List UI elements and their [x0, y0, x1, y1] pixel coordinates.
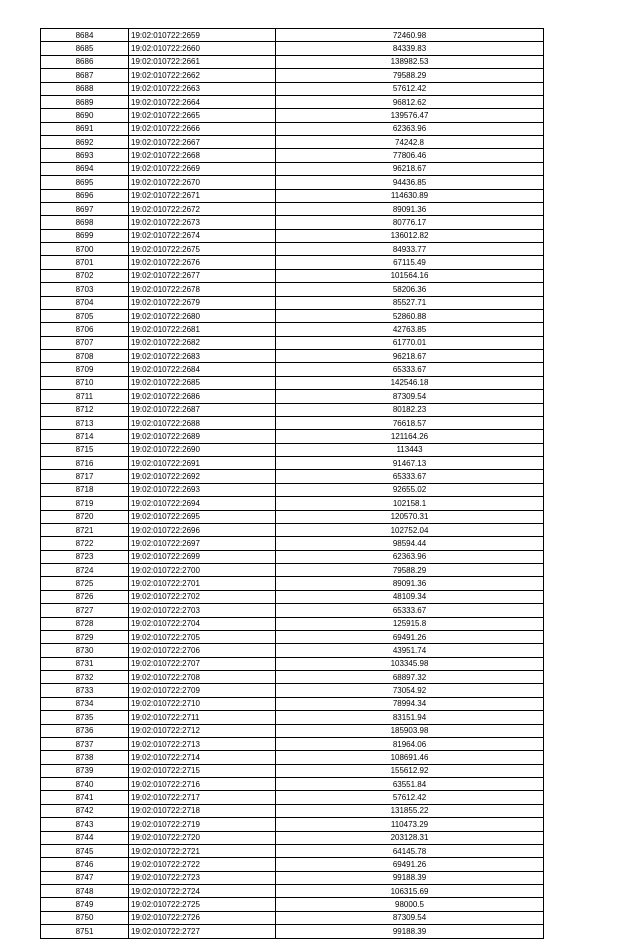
cadastral-number-cell: 19:02:010722:2718	[129, 804, 276, 817]
table-row	[41, 42, 544, 55]
data-table	[40, 28, 544, 939]
table-row	[41, 925, 544, 938]
cadastral-number-cell: 19:02:010722:2725	[129, 898, 276, 911]
row-number-cell: 8746	[41, 858, 129, 871]
row-number-cell: 8706	[41, 323, 129, 336]
row-number-cell: 8735	[41, 711, 129, 724]
amount-cell: 101564.16	[276, 269, 544, 282]
cadastral-number-cell: 19:02:010722:2678	[129, 283, 276, 296]
table-row	[41, 844, 544, 857]
cadastral-number-cell: 19:02:010722:2717	[129, 791, 276, 804]
row-number-cell: 8726	[41, 590, 129, 603]
table-row	[41, 256, 544, 269]
amount-cell: 185903.98	[276, 724, 544, 737]
row-number-cell: 8743	[41, 818, 129, 831]
row-number-cell: 8685	[41, 42, 129, 55]
table-row	[41, 376, 544, 389]
table-row	[41, 122, 544, 135]
table-row	[41, 510, 544, 523]
table-row	[41, 55, 544, 68]
amount-cell: 57612.42	[276, 82, 544, 95]
table-row	[41, 858, 544, 871]
table-row	[41, 724, 544, 737]
row-number-cell: 8694	[41, 162, 129, 175]
row-number-cell: 8740	[41, 778, 129, 791]
row-number-cell: 8712	[41, 403, 129, 416]
cadastral-number-cell: 19:02:010722:2677	[129, 269, 276, 282]
row-number-cell: 8688	[41, 82, 129, 95]
row-number-cell: 8689	[41, 95, 129, 108]
amount-cell: 87309.54	[276, 390, 544, 403]
table-row	[41, 82, 544, 95]
row-number-cell: 8724	[41, 564, 129, 577]
amount-cell: 76618.57	[276, 416, 544, 429]
row-number-cell: 8711	[41, 390, 129, 403]
amount-cell: 65333.67	[276, 604, 544, 617]
cadastral-number-cell: 19:02:010722:2676	[129, 256, 276, 269]
cadastral-number-cell: 19:02:010722:2720	[129, 831, 276, 844]
row-number-cell: 8691	[41, 122, 129, 135]
amount-cell: 48109.34	[276, 590, 544, 603]
row-number-cell: 8721	[41, 523, 129, 536]
table-row	[41, 818, 544, 831]
table-row	[41, 457, 544, 470]
row-number-cell: 8695	[41, 176, 129, 189]
row-number-cell: 8750	[41, 911, 129, 924]
cadastral-number-cell: 19:02:010722:2672	[129, 202, 276, 215]
row-number-cell: 8731	[41, 657, 129, 670]
row-number-cell: 8701	[41, 256, 129, 269]
cadastral-number-cell: 19:02:010722:2707	[129, 657, 276, 670]
row-number-cell: 8733	[41, 684, 129, 697]
amount-cell: 125915.8	[276, 617, 544, 630]
cadastral-number-cell: 19:02:010722:2702	[129, 590, 276, 603]
amount-cell: 73054.92	[276, 684, 544, 697]
table-row	[41, 296, 544, 309]
cadastral-number-cell: 19:02:010722:2668	[129, 149, 276, 162]
row-number-cell: 8739	[41, 764, 129, 777]
row-number-cell: 8692	[41, 136, 129, 149]
row-number-cell: 8719	[41, 497, 129, 510]
cadastral-number-cell: 19:02:010722:2699	[129, 550, 276, 563]
table-row	[41, 804, 544, 817]
cadastral-number-cell: 19:02:010722:2659	[129, 29, 276, 42]
cadastral-number-cell: 19:02:010722:2669	[129, 162, 276, 175]
cadastral-number-cell: 19:02:010722:2674	[129, 229, 276, 242]
amount-cell: 131855.22	[276, 804, 544, 817]
table-row	[41, 403, 544, 416]
row-number-cell: 8700	[41, 243, 129, 256]
row-number-cell: 8736	[41, 724, 129, 737]
amount-cell: 84933.77	[276, 243, 544, 256]
row-number-cell: 8749	[41, 898, 129, 911]
amount-cell: 110473.29	[276, 818, 544, 831]
cadastral-number-cell: 19:02:010722:2715	[129, 764, 276, 777]
amount-cell: 138982.53	[276, 55, 544, 68]
row-number-cell: 8717	[41, 470, 129, 483]
row-number-cell: 8738	[41, 751, 129, 764]
cadastral-number-cell: 19:02:010722:2667	[129, 136, 276, 149]
cadastral-number-cell: 19:02:010722:2670	[129, 176, 276, 189]
table-row	[41, 243, 544, 256]
table-row	[41, 885, 544, 898]
cadastral-number-cell: 19:02:010722:2696	[129, 523, 276, 536]
table-row	[41, 336, 544, 349]
amount-cell: 65333.67	[276, 363, 544, 376]
table-row	[41, 309, 544, 322]
amount-cell: 43951.74	[276, 644, 544, 657]
row-number-cell: 8713	[41, 416, 129, 429]
amount-cell: 74242.8	[276, 136, 544, 149]
amount-cell: 81964.06	[276, 737, 544, 750]
row-number-cell: 8704	[41, 296, 129, 309]
table-row	[41, 831, 544, 844]
row-number-cell: 8714	[41, 430, 129, 443]
cadastral-number-cell: 19:02:010722:2710	[129, 697, 276, 710]
table-row	[41, 430, 544, 443]
amount-cell: 136012.82	[276, 229, 544, 242]
cadastral-number-cell: 19:02:010722:2685	[129, 376, 276, 389]
table-row	[41, 350, 544, 363]
row-number-cell: 8730	[41, 644, 129, 657]
cadastral-number-cell: 19:02:010722:2700	[129, 564, 276, 577]
table-row	[41, 136, 544, 149]
cadastral-number-cell: 19:02:010722:2682	[129, 336, 276, 349]
table-row	[41, 697, 544, 710]
row-number-cell: 8725	[41, 577, 129, 590]
amount-cell: 42763.85	[276, 323, 544, 336]
cadastral-number-cell: 19:02:010722:2722	[129, 858, 276, 871]
row-number-cell: 8732	[41, 671, 129, 684]
row-number-cell: 8720	[41, 510, 129, 523]
amount-cell: 79588.29	[276, 564, 544, 577]
amount-cell: 89091.36	[276, 202, 544, 215]
amount-cell: 61770.01	[276, 336, 544, 349]
row-number-cell: 8684	[41, 29, 129, 42]
table-row	[41, 229, 544, 242]
table-body	[41, 29, 544, 939]
cadastral-number-cell: 19:02:010722:2666	[129, 122, 276, 135]
cadastral-number-cell: 19:02:010722:2675	[129, 243, 276, 256]
amount-cell: 85527.71	[276, 296, 544, 309]
table-row	[41, 684, 544, 697]
table-row	[41, 604, 544, 617]
table-row	[41, 176, 544, 189]
amount-cell: 155612.92	[276, 764, 544, 777]
table-row	[41, 363, 544, 376]
row-number-cell: 8741	[41, 791, 129, 804]
amount-cell: 102158.1	[276, 497, 544, 510]
table-row	[41, 29, 544, 42]
row-number-cell: 8728	[41, 617, 129, 630]
cadastral-number-cell: 19:02:010722:2709	[129, 684, 276, 697]
amount-cell: 103345.98	[276, 657, 544, 670]
amount-cell: 98000.5	[276, 898, 544, 911]
cadastral-number-cell: 19:02:010722:2695	[129, 510, 276, 523]
row-number-cell: 8702	[41, 269, 129, 282]
amount-cell: 63551.84	[276, 778, 544, 791]
amount-cell: 96218.67	[276, 162, 544, 175]
cadastral-number-cell: 19:02:010722:2712	[129, 724, 276, 737]
amount-cell: 120570.31	[276, 510, 544, 523]
amount-cell: 78994.34	[276, 697, 544, 710]
cadastral-number-cell: 19:02:010722:2711	[129, 711, 276, 724]
row-number-cell: 8690	[41, 109, 129, 122]
row-number-cell: 8687	[41, 69, 129, 82]
row-number-cell: 8734	[41, 697, 129, 710]
table-row	[41, 590, 544, 603]
table-row	[41, 778, 544, 791]
cadastral-number-cell: 19:02:010722:2708	[129, 671, 276, 684]
amount-cell: 80776.17	[276, 216, 544, 229]
table-row	[41, 443, 544, 456]
amount-cell: 83151.94	[276, 711, 544, 724]
amount-cell: 62363.96	[276, 122, 544, 135]
amount-cell: 98594.44	[276, 537, 544, 550]
cadastral-number-cell: 19:02:010722:2713	[129, 737, 276, 750]
amount-cell: 58206.36	[276, 283, 544, 296]
table-row	[41, 711, 544, 724]
cadastral-number-cell: 19:02:010722:2690	[129, 443, 276, 456]
row-number-cell: 8751	[41, 925, 129, 938]
table-row	[41, 911, 544, 924]
amount-cell: 69491.26	[276, 858, 544, 871]
cadastral-number-cell: 19:02:010722:2684	[129, 363, 276, 376]
cadastral-number-cell: 19:02:010722:2664	[129, 95, 276, 108]
table-row	[41, 483, 544, 496]
cadastral-number-cell: 19:02:010722:2697	[129, 537, 276, 550]
row-number-cell: 8709	[41, 363, 129, 376]
row-number-cell: 8716	[41, 457, 129, 470]
amount-cell: 96218.67	[276, 350, 544, 363]
row-number-cell: 8723	[41, 550, 129, 563]
row-number-cell: 8710	[41, 376, 129, 389]
cadastral-number-cell: 19:02:010722:2719	[129, 818, 276, 831]
table-row	[41, 202, 544, 215]
table-row	[41, 564, 544, 577]
table-row	[41, 644, 544, 657]
cadastral-number-cell: 19:02:010722:2661	[129, 55, 276, 68]
table-row	[41, 537, 544, 550]
row-number-cell: 8718	[41, 483, 129, 496]
row-number-cell: 8747	[41, 871, 129, 884]
row-number-cell: 8737	[41, 737, 129, 750]
table-row	[41, 550, 544, 563]
row-number-cell: 8742	[41, 804, 129, 817]
cadastral-number-cell: 19:02:010722:2703	[129, 604, 276, 617]
table-row	[41, 577, 544, 590]
table-row	[41, 751, 544, 764]
cadastral-number-cell: 19:02:010722:2683	[129, 350, 276, 363]
amount-cell: 139576.47	[276, 109, 544, 122]
cadastral-number-cell: 19:02:010722:2726	[129, 911, 276, 924]
table-row	[41, 617, 544, 630]
amount-cell: 203128.31	[276, 831, 544, 844]
table-row	[41, 497, 544, 510]
table-row	[41, 630, 544, 643]
table-row	[41, 416, 544, 429]
cadastral-number-cell: 19:02:010722:2691	[129, 457, 276, 470]
row-number-cell: 8705	[41, 309, 129, 322]
cadastral-number-cell: 19:02:010722:2693	[129, 483, 276, 496]
amount-cell: 80182.23	[276, 403, 544, 416]
table-row	[41, 216, 544, 229]
cadastral-number-cell: 19:02:010722:2681	[129, 323, 276, 336]
row-number-cell: 8727	[41, 604, 129, 617]
amount-cell: 84339.83	[276, 42, 544, 55]
amount-cell: 96812.62	[276, 95, 544, 108]
table-row	[41, 523, 544, 536]
table-row	[41, 671, 544, 684]
amount-cell: 62363.96	[276, 550, 544, 563]
cadastral-number-cell: 19:02:010722:2688	[129, 416, 276, 429]
cadastral-number-cell: 19:02:010722:2714	[129, 751, 276, 764]
cadastral-number-cell: 19:02:010722:2673	[129, 216, 276, 229]
amount-cell: 114630.89	[276, 189, 544, 202]
cadastral-number-cell: 19:02:010722:2665	[129, 109, 276, 122]
table-row	[41, 323, 544, 336]
table-row	[41, 764, 544, 777]
amount-cell: 79588.29	[276, 69, 544, 82]
row-number-cell: 8707	[41, 336, 129, 349]
amount-cell: 94436.85	[276, 176, 544, 189]
amount-cell: 142546.18	[276, 376, 544, 389]
cadastral-number-cell: 19:02:010722:2689	[129, 430, 276, 443]
cadastral-number-cell: 19:02:010722:2694	[129, 497, 276, 510]
amount-cell: 87309.54	[276, 911, 544, 924]
cadastral-number-cell: 19:02:010722:2679	[129, 296, 276, 309]
table-row	[41, 109, 544, 122]
amount-cell: 72460.98	[276, 29, 544, 42]
table-row	[41, 737, 544, 750]
row-number-cell: 8729	[41, 630, 129, 643]
table-row	[41, 269, 544, 282]
cadastral-number-cell: 19:02:010722:2671	[129, 189, 276, 202]
row-number-cell: 8715	[41, 443, 129, 456]
amount-cell: 91467.13	[276, 457, 544, 470]
table-row	[41, 189, 544, 202]
table-row	[41, 283, 544, 296]
amount-cell: 102752.04	[276, 523, 544, 536]
cadastral-number-cell: 19:02:010722:2705	[129, 630, 276, 643]
table-row	[41, 657, 544, 670]
cadastral-number-cell: 19:02:010722:2727	[129, 925, 276, 938]
amount-cell: 77806.46	[276, 149, 544, 162]
table-row	[41, 95, 544, 108]
cadastral-number-cell: 19:02:010722:2660	[129, 42, 276, 55]
row-number-cell: 8698	[41, 216, 129, 229]
table-row	[41, 149, 544, 162]
amount-cell: 69491.26	[276, 630, 544, 643]
row-number-cell: 8722	[41, 537, 129, 550]
amount-cell: 57612.42	[276, 791, 544, 804]
amount-cell: 64145.78	[276, 844, 544, 857]
row-number-cell: 8697	[41, 202, 129, 215]
amount-cell: 68897.32	[276, 671, 544, 684]
cadastral-number-cell: 19:02:010722:2724	[129, 885, 276, 898]
row-number-cell: 8696	[41, 189, 129, 202]
amount-cell: 89091.36	[276, 577, 544, 590]
amount-cell: 108691.46	[276, 751, 544, 764]
row-number-cell: 8703	[41, 283, 129, 296]
cadastral-number-cell: 19:02:010722:2706	[129, 644, 276, 657]
row-number-cell: 8708	[41, 350, 129, 363]
cadastral-number-cell: 19:02:010722:2687	[129, 403, 276, 416]
row-number-cell: 8693	[41, 149, 129, 162]
cadastral-number-cell: 19:02:010722:2704	[129, 617, 276, 630]
cadastral-number-cell: 19:02:010722:2701	[129, 577, 276, 590]
cadastral-number-cell: 19:02:010722:2721	[129, 844, 276, 857]
table-row	[41, 871, 544, 884]
table-row	[41, 791, 544, 804]
amount-cell: 99188.39	[276, 925, 544, 938]
row-number-cell: 8686	[41, 55, 129, 68]
amount-cell: 113443	[276, 443, 544, 456]
cadastral-number-cell: 19:02:010722:2723	[129, 871, 276, 884]
row-number-cell: 8745	[41, 844, 129, 857]
table-row	[41, 390, 544, 403]
amount-cell: 106315.69	[276, 885, 544, 898]
amount-cell: 65333.67	[276, 470, 544, 483]
row-number-cell: 8744	[41, 831, 129, 844]
amount-cell: 67115.49	[276, 256, 544, 269]
amount-cell: 121164.26	[276, 430, 544, 443]
cadastral-number-cell: 19:02:010722:2716	[129, 778, 276, 791]
amount-cell: 52860.88	[276, 309, 544, 322]
row-number-cell: 8699	[41, 229, 129, 242]
amount-cell: 92655.02	[276, 483, 544, 496]
cadastral-number-cell: 19:02:010722:2680	[129, 309, 276, 322]
table-row	[41, 69, 544, 82]
cadastral-number-cell: 19:02:010722:2663	[129, 82, 276, 95]
cadastral-number-cell: 19:02:010722:2686	[129, 390, 276, 403]
cadastral-number-cell: 19:02:010722:2662	[129, 69, 276, 82]
cadastral-number-cell: 19:02:010722:2692	[129, 470, 276, 483]
table-row	[41, 162, 544, 175]
table-row	[41, 470, 544, 483]
row-number-cell: 8748	[41, 885, 129, 898]
amount-cell: 99188.39	[276, 871, 544, 884]
